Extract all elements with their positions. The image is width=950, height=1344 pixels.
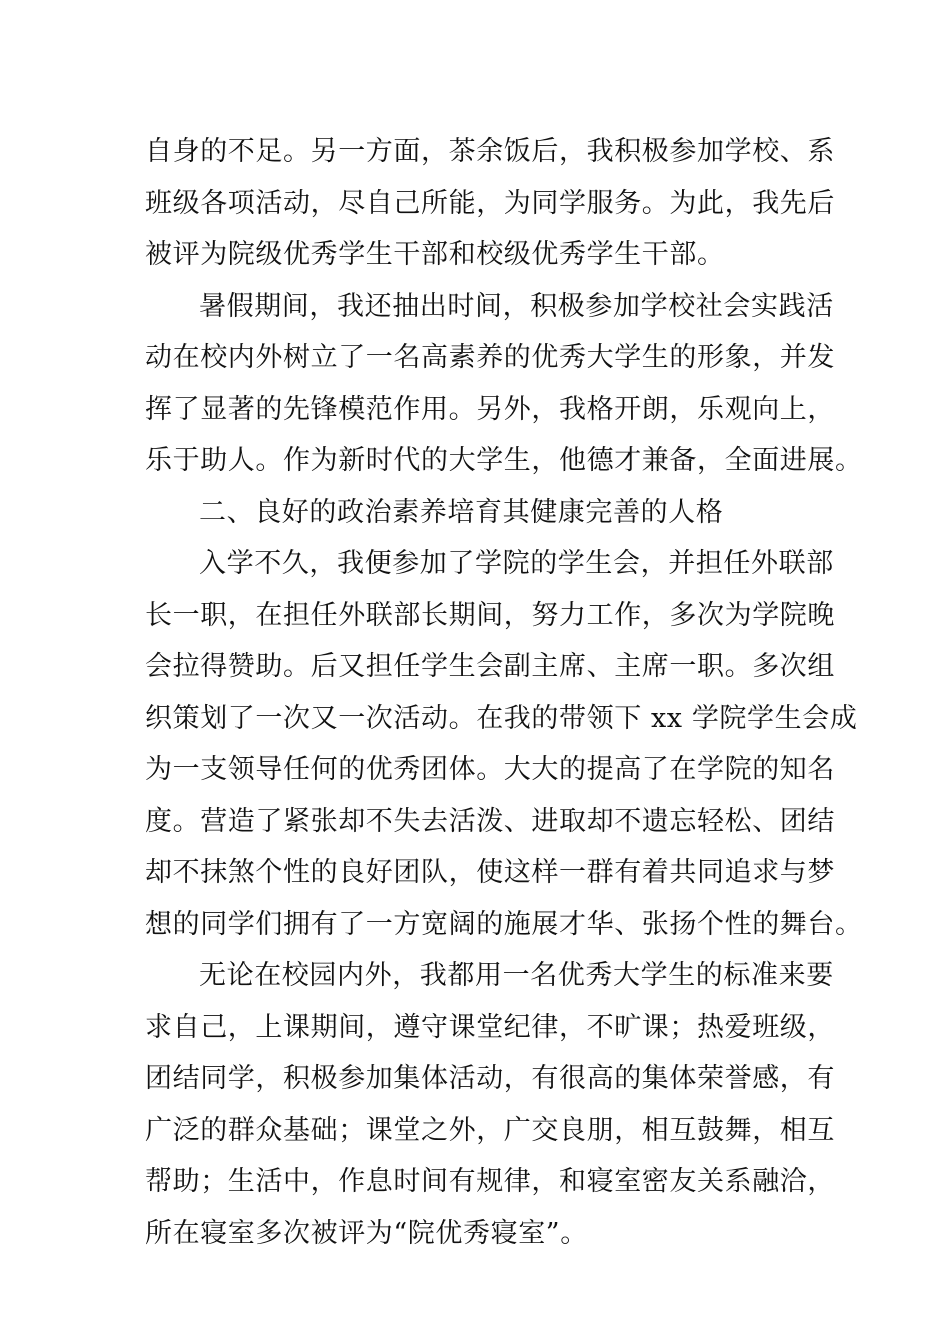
paragraph-start-line: 入学不久，我便参加了学院的学生会，并担任外联部 [199,548,834,579]
text-line: 被评为院级优秀学生干部和校级优秀学生干部。 [145,239,725,270]
text-line: 动在校内外树立了一名高素养的优秀大学生的形象，并发 [145,342,835,373]
text-line: 团结同学，积极参加集体活动，有很高的集体荣誉感，有 [145,1063,835,1094]
text-line: 广泛的群众基础；课堂之外，广交良朋，相互鼓舞，相互 [145,1114,835,1146]
text-line: 班级各项活动，尽自己所能，为同学服务。为此，我先后 [145,187,835,219]
text-line: 求自己，上课期间，遵守课堂纪律，不旷课；热爱班级， [145,1011,835,1043]
text-line: 度。营造了紧张却不失去活泼、进取却不遗忘轻松、团结 [145,805,835,837]
text-line: 乐于助人。作为新时代的大学生，他德才兼备，全面进展。 [145,445,863,476]
text-line: 想的同学们拥有了一方宽阔的施展才华、张扬个性的舞台。 [145,908,863,940]
paragraph-start-line: 无论在校园内外，我都用一名优秀大学生的标准来要 [199,960,834,991]
text-line: 挥了显著的先锋模范作用。另外，我格开朗，乐观向上， [145,393,835,425]
text-line: 长一职，在担任外联部长期间，努力工作，多次为学院晚 [145,599,835,631]
text-line: 却不抹煞个性的良好团队，使这样一群有着共同追求与梦 [145,857,835,888]
text-line: 为一支领导任何的优秀团体。大大的提高了在学院的知名 [145,754,835,785]
document-body [145,126,863,1259]
text-line: 自身的不足。另一方面，茶余饭后，我积极参加学校、系 [145,136,835,167]
text-line: 帮助；生活中，作息时间有规律，和寝室密友关系融洽， [145,1166,835,1197]
paragraph-start-line: 暑假期间，我还抽出时间，积极参加学校社会实践活 [199,290,834,322]
section-heading: 二、良好的政治素养培育其健康完善的人格 [199,496,724,528]
text-line: 会拉得赞助。后又担任学生会副主席、主席一职。多次组 [145,651,835,682]
text-line: 织策划了一次又一次活动。在我的带领下 xx 学院学生会成 [145,702,858,734]
text-line: 所在寝室多次被评为“院优秀寝室”。 [145,1217,588,1249]
